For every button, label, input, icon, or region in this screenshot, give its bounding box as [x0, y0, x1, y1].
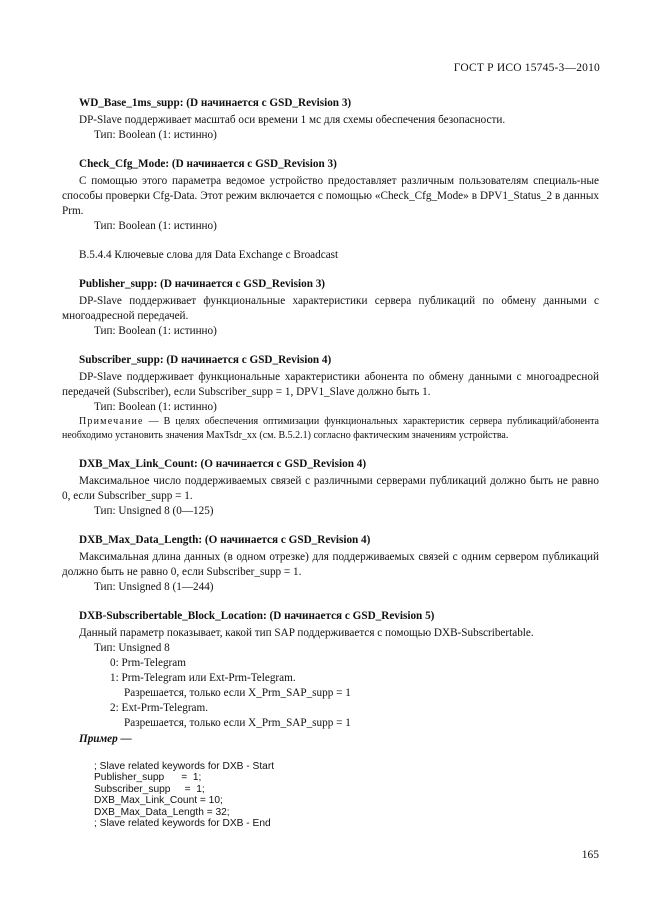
note-paragraph	[62, 415, 599, 443]
section-type: Тип: Unsigned 8	[94, 642, 170, 654]
section-wd-base	[62, 96, 599, 143]
note-text: — В целях обеспечения оптимизации функциональных характеристик сервера публикаций/абонента необходимо установить значения MaxTsdr_xx (см. B.5.2.1) согласно фактическим значениям устройства.	[62, 416, 599, 441]
code-line: ; Slave related keywords for DXB - End	[94, 818, 271, 830]
section-subclause	[62, 248, 599, 263]
note-label: Примечание	[79, 416, 144, 427]
section-heading: Subscriber_supp: (D начинается с GSD_Revision 4)	[79, 354, 332, 366]
section-dxb-subscribertable	[62, 609, 599, 829]
section-type: Тип: Boolean (1: истинно)	[94, 220, 217, 232]
section-heading: WD_Base_1ms_supp: (D начинается с GSD_Revision 3)	[79, 97, 352, 109]
code-line: Subscriber_supp = 1;	[94, 783, 205, 795]
section-heading: DXB-Subscribertable_Block_Location: (D начинается с GSD_Revision 5)	[79, 610, 435, 622]
section-check-cfg-mode	[62, 157, 599, 234]
option-0: 0: Prm-Telegram	[110, 657, 186, 669]
section-text: DP-Slave поддерживает функциональные характеристики абонента по обмену данными с многоадресной передачей (Subscriber), если Subscriber_supp = 1, DPV1_Slave должно быть 1.	[62, 371, 599, 398]
section-heading: Publisher_supp: (D начинается с GSD_Revision 3)	[79, 278, 326, 290]
code-block	[62, 761, 599, 829]
section-text: С помощью этого параметра ведомое устройство предоставляет различным пользователям специаль-ные способы проверки Cfg-Data. Этот режим включается с помощью «Check_Cfg_Mode» в DPV1_Status_2 в данных Prm.	[62, 175, 599, 217]
section-publisher-supp	[62, 277, 599, 339]
section-type: Тип: Unsigned 8 (0—125)	[94, 505, 214, 517]
section-text: Максимальное число поддерживаемых связей с различными серверами публикаций должно быть не равно 0, если Subscriber_supp = 1.	[62, 475, 599, 502]
code-line: ; Slave related keywords for DXB - Start	[94, 761, 275, 772]
section-heading: Check_Cfg_Mode: (D начинается с GSD_Revision 3)	[79, 158, 337, 170]
section-heading: DXB_Max_Link_Count: (O начинается с GSD_Revision 4)	[79, 458, 367, 470]
example-label: Пример —	[79, 733, 132, 745]
option-2-note: Разрешается, только если X_Prm_SAP_supp = 1	[124, 717, 351, 729]
section-text: DP-Slave поддерживает функциональные характеристики сервера публикаций по обмену данными с многоадресной передачей.	[62, 295, 599, 322]
section-text: Максимальная длина данных (в одном отрезке) для поддерживаемых связей с одним сервером публикаций должно быть не равно 0, если Subscriber_supp = 1.	[62, 551, 599, 578]
option-1-note: Разрешается, только если X_Prm_SAP_supp = 1	[124, 687, 351, 699]
section-text: DP-Slave поддерживает масштаб оси времени 1 мс для схемы обеспечения безопасности.	[79, 114, 506, 126]
code-line: Publisher_supp = 1;	[94, 772, 202, 784]
document-body	[62, 96, 599, 843]
section-subscriber-supp	[62, 353, 599, 443]
section-dxb-max-link-count	[62, 457, 599, 519]
section-type: Тип: Unsigned 8 (1—244)	[94, 581, 214, 593]
page-number: 165	[581, 849, 599, 861]
section-text: Данный параметр показывает, какой тип SAP поддерживается с помощью DXB-Subscribertable.	[79, 627, 534, 639]
section-type: Тип: Boolean (1: истинно)	[94, 401, 217, 413]
section-type: Тип: Boolean (1: истинно)	[94, 129, 217, 141]
code-line: DXB_Max_Link_Count = 10;	[94, 795, 223, 807]
section-dxb-max-data-length	[62, 533, 599, 595]
subclause-title: B.5.4.4 Ключевые слова для Data Exchange с Broadcast	[79, 249, 339, 261]
section-heading: DXB_Max_Data_Length: (O начинается с GSD_Revision 4)	[79, 534, 371, 546]
section-type: Тип: Boolean (1: истинно)	[94, 325, 217, 337]
code-line: DXB_Max_Data_Length = 32;	[94, 806, 230, 818]
document-header: ГОСТ Р ИСО 15745-3—2010	[453, 62, 600, 74]
option-2: 2: Ext-Prm-Telegram.	[110, 702, 209, 714]
option-1: 1: Prm-Telegram или Ext-Prm-Telegram.	[110, 672, 296, 684]
